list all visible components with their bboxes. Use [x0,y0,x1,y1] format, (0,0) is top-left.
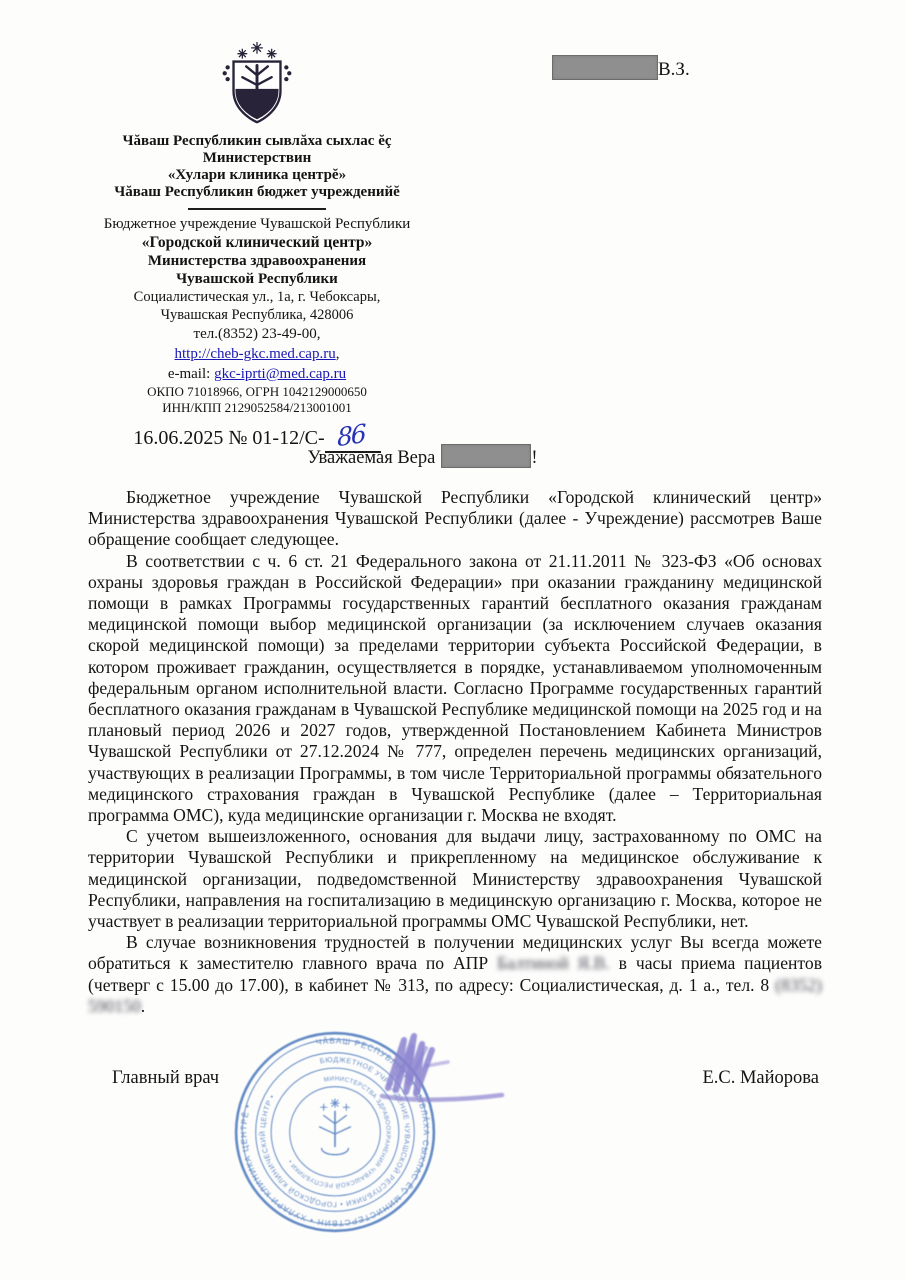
paragraph-1: Бюджетное учреждение Чувашской Республики «Городской клинический центр» Министерства здравоохранения Чувашской Республики (далее - Учреждение) рассмотрев Ваше обращение сообщает следующее. [88,487,822,550]
salutation-suffix: ! [531,448,538,468]
stamp-ring-outer-text: ЧĂВАШ РЕСПУБЛИКИН СЫВЛĂХА СЫХЛАС ĔÇ МИНИСТЕРСТВИН • ХУЛАРИ КЛИНИКА ЦЕНТРĔ • [239,1036,431,1228]
recipient-line [552,55,690,81]
okpo-ogrn-line: ОКПО 71018966, ОГРН 1042129000650 [147,384,367,399]
emblem-wrap [68,40,446,130]
chuvash-line: Чăваш Республикин сывлăха сыхлас ĕç [122,133,392,149]
paragraph-4-period: . [140,995,146,1016]
paragraph-4-text: В случае возникновения трудностей в получении медицинских услуг Вы всегда можете обратиться к заместителю главного врача по АПР [88,932,822,974]
email-link[interactable]: gkc-iprti@med.cap.ru [214,366,347,382]
salutation-redaction-box [441,444,531,468]
website-tail: , [335,346,340,362]
chuvash-coat-of-arms-icon [211,40,303,130]
inn-kpp-line: ИНН/КПП 2129052584/213001001 [162,400,352,415]
stamp-ring-inner-text: МИНИСТЕРСТВА ЗДРАВООХРАНЕНИЯ ЧУВАШСКОЙ РЕСПУБЛИКИ • [287,1075,392,1189]
org-name: «Городской клинический центр» [141,234,373,251]
address-line: Чувашская Республика, 428006 [160,307,354,323]
paragraph-4 [88,932,822,1017]
redacted-deputy-name: Балтиной Я.В. [497,953,610,974]
signature-row [112,1068,819,1089]
letterhead-divider [188,208,326,210]
org-line: Бюджетное учреждение Чувашской Республики [103,216,411,232]
recipient-redaction-box [552,55,658,80]
website-line [68,344,446,364]
email-label: e-mail: [167,366,215,382]
stamp-ring-middle-text: БЮДЖЕТНОЕ УЧРЕЖДЕНИЕ ЧУВАШСКОЙ РЕСПУБЛИКИ • ГОРОДСКОЙ КЛИНИЧЕСКИЙ ЦЕНТР • [257,1054,413,1210]
paragraph-4-text: в часы приема пациентов (четверг с 15.00 до 17.00), в кабинет № 313, по адресу: Социалистическая, д. 1 а., тел. 8 [88,953,822,995]
chuvash-line: Чăваш Республикин бюджет учрежденийĕ [114,184,400,200]
address-line: Социалистическая ул., 1а, г. Чебоксары, [133,289,381,305]
recipient-initials: В.З. [658,59,690,80]
redacted-phone-number: (8352) 590150 [88,974,822,1016]
email-line [68,364,446,384]
org-line: Министерства здравоохранения [147,253,367,269]
paragraph-3: С учетом вышеизложенного, основания для выдачи лицу, застрахованному по ОМС на территории Чувашской Республики и прикрепленному на медицинское обслуживание к медицинской организации, подведомственной Министерству здравоохранения Чувашской Республики, направления на госпитализацию в медицинскую организацию г. Москва, которое не участвует в реализации территориальной программы ОМС Чувашской Республики, нет. [88,826,822,932]
date-number-text: 16.06.2025 № 01-12/С- [133,427,325,449]
website-link[interactable]: http://cheb-gkc.med.cap.ru [174,346,336,362]
paragraph-2: В соответствии с ч. 6 ст. 21 Федерального закона от 21.11.2011 № 323-ФЗ «Об основах охраны здоровья граждан в Российской Федерации» при оказании гражданину медицинской помощи в рамках Программы государственных гарантий бесплатного оказания гражданам медицинской помощи выбор медицинской организации (за исключением случаев оказания скорой медицинской помощи) за пределами территории субъекта Российской Федерации, в котором проживает гражданин, осуществляется в порядке, устанавливаемом уполномоченным федеральным органом исполнительной власти. Согласно Программе государственных гарантий бесплатного оказания гражданам в Чувашской Республике медицинской помощи на 2025 год и на плановый период 2026 и 2027 годов, утвержденной Постановлением Кабинета Министров Чувашской Республики от 27.12.2024 № 777, определен перечень медицинских организаций, участвующих в реализации Программы, в том числе Территориальной программы обязательного медицинского страхования граждан в Чувашской Республике (далее – Территориальная программа ОМС), куда медицинские организации г. Москва не входят. [88,550,822,826]
signer-title: Главный врач [112,1068,220,1088]
letterhead [68,40,446,453]
handwritten-number: 86 [336,418,365,453]
chuvash-line: Министерствин [202,150,312,166]
org-line: Чувашской Республики [176,271,338,287]
salutation [0,444,845,469]
stamp-center-emblem [320,1099,351,1155]
salutation-prefix: Уважаемая Вера [307,448,436,468]
signer-name: Е.С. Майорова [702,1068,819,1088]
chuvash-line: «Хулари клиника центрĕ» [167,167,347,183]
letterhead-chuvash-block [68,133,446,201]
phone-line: тел.(8352) 23-49-00, [193,326,321,342]
letter-body [88,487,822,1017]
